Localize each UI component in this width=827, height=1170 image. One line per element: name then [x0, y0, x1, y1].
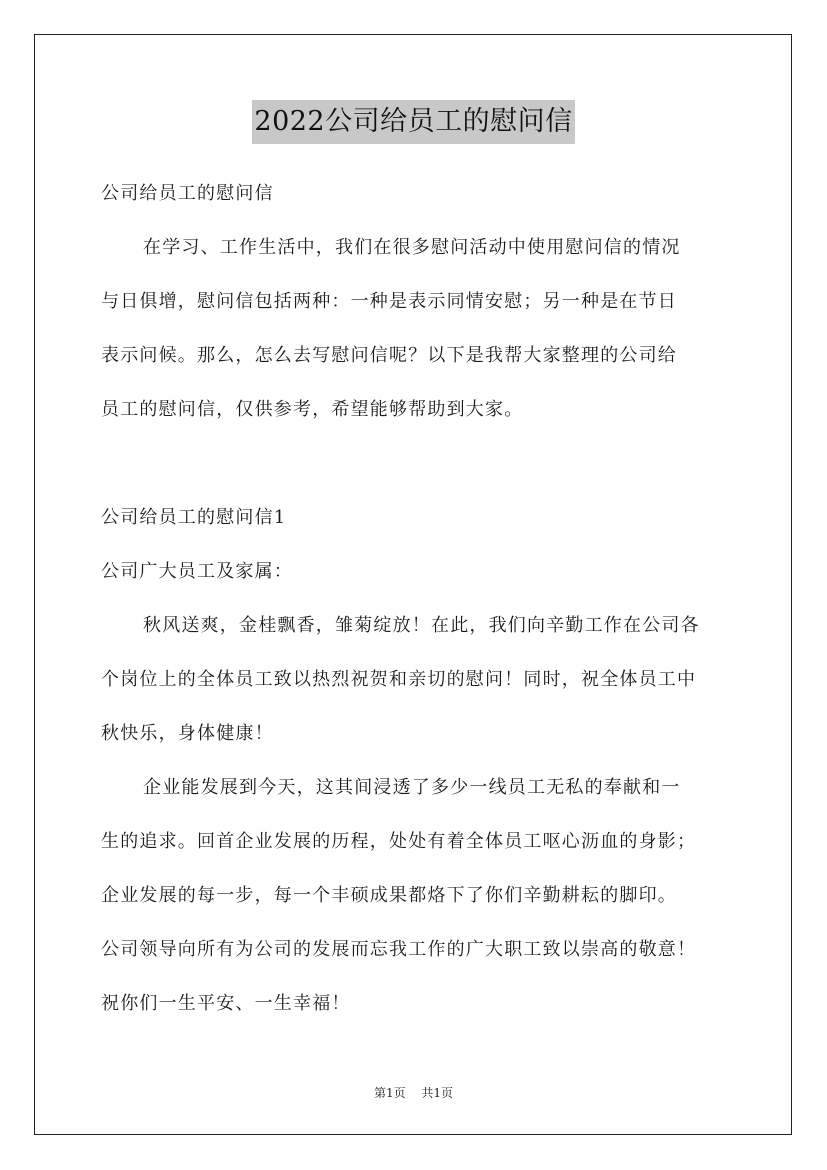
- intro-line-3: 表示问候。那么，怎么去写慰问信呢？以下是我帮大家整理的公司给: [101, 345, 677, 366]
- para2-line-4: 公司领导向所有为公司的发展而忘我工作的广大职工致以崇高的敬意！: [101, 939, 697, 960]
- para1-line-2: 个岗位上的全体员工致以热烈祝贺和亲切的慰问！同时，祝全体员工中: [101, 669, 697, 690]
- intro-line-1: 在学习、工作生活中，我们在很多慰问活动中使用慰问信的情况: [143, 237, 681, 258]
- page-total: 共1页: [421, 1086, 454, 1100]
- page-footer: [0, 1084, 827, 1101]
- para1-line-1: 秋风送爽，金桂飘香，雏菊绽放！在此，我们向辛勤工作在公司各: [143, 615, 700, 636]
- intro-line-2: 与日俱增，慰问信包括两种：一种是表示同情安慰；另一种是在节日: [101, 291, 677, 312]
- para2-line-3: 企业发展的每一步，每一个丰硕成果都烙下了你们辛勤耕耘的脚印。: [101, 885, 677, 906]
- document-subtitle: 公司给员工的慰问信: [101, 183, 274, 204]
- title-container: [0, 100, 827, 144]
- page-number: 第1页: [373, 1086, 406, 1100]
- salutation: 公司广大员工及家属：: [101, 561, 293, 582]
- para2-line-5: 祝你们一生平安、一生幸福！: [101, 993, 351, 1014]
- intro-line-4: 员工的慰问信，仅供参考，希望能够帮助到大家。: [101, 399, 524, 420]
- para1-line-3: 秋快乐，身体健康！: [101, 723, 274, 744]
- letter-heading: 公司给员工的慰问信1: [101, 507, 287, 528]
- document-title: 2022公司给员工的慰问信: [252, 100, 574, 144]
- para2-line-1: 企业能发展到今天，这其间浸透了多少一线员工无私的奉献和一: [143, 777, 681, 798]
- para2-line-2: 生的追求。回首企业发展的历程，处处有着全体员工呕心沥血的身影；: [101, 831, 697, 852]
